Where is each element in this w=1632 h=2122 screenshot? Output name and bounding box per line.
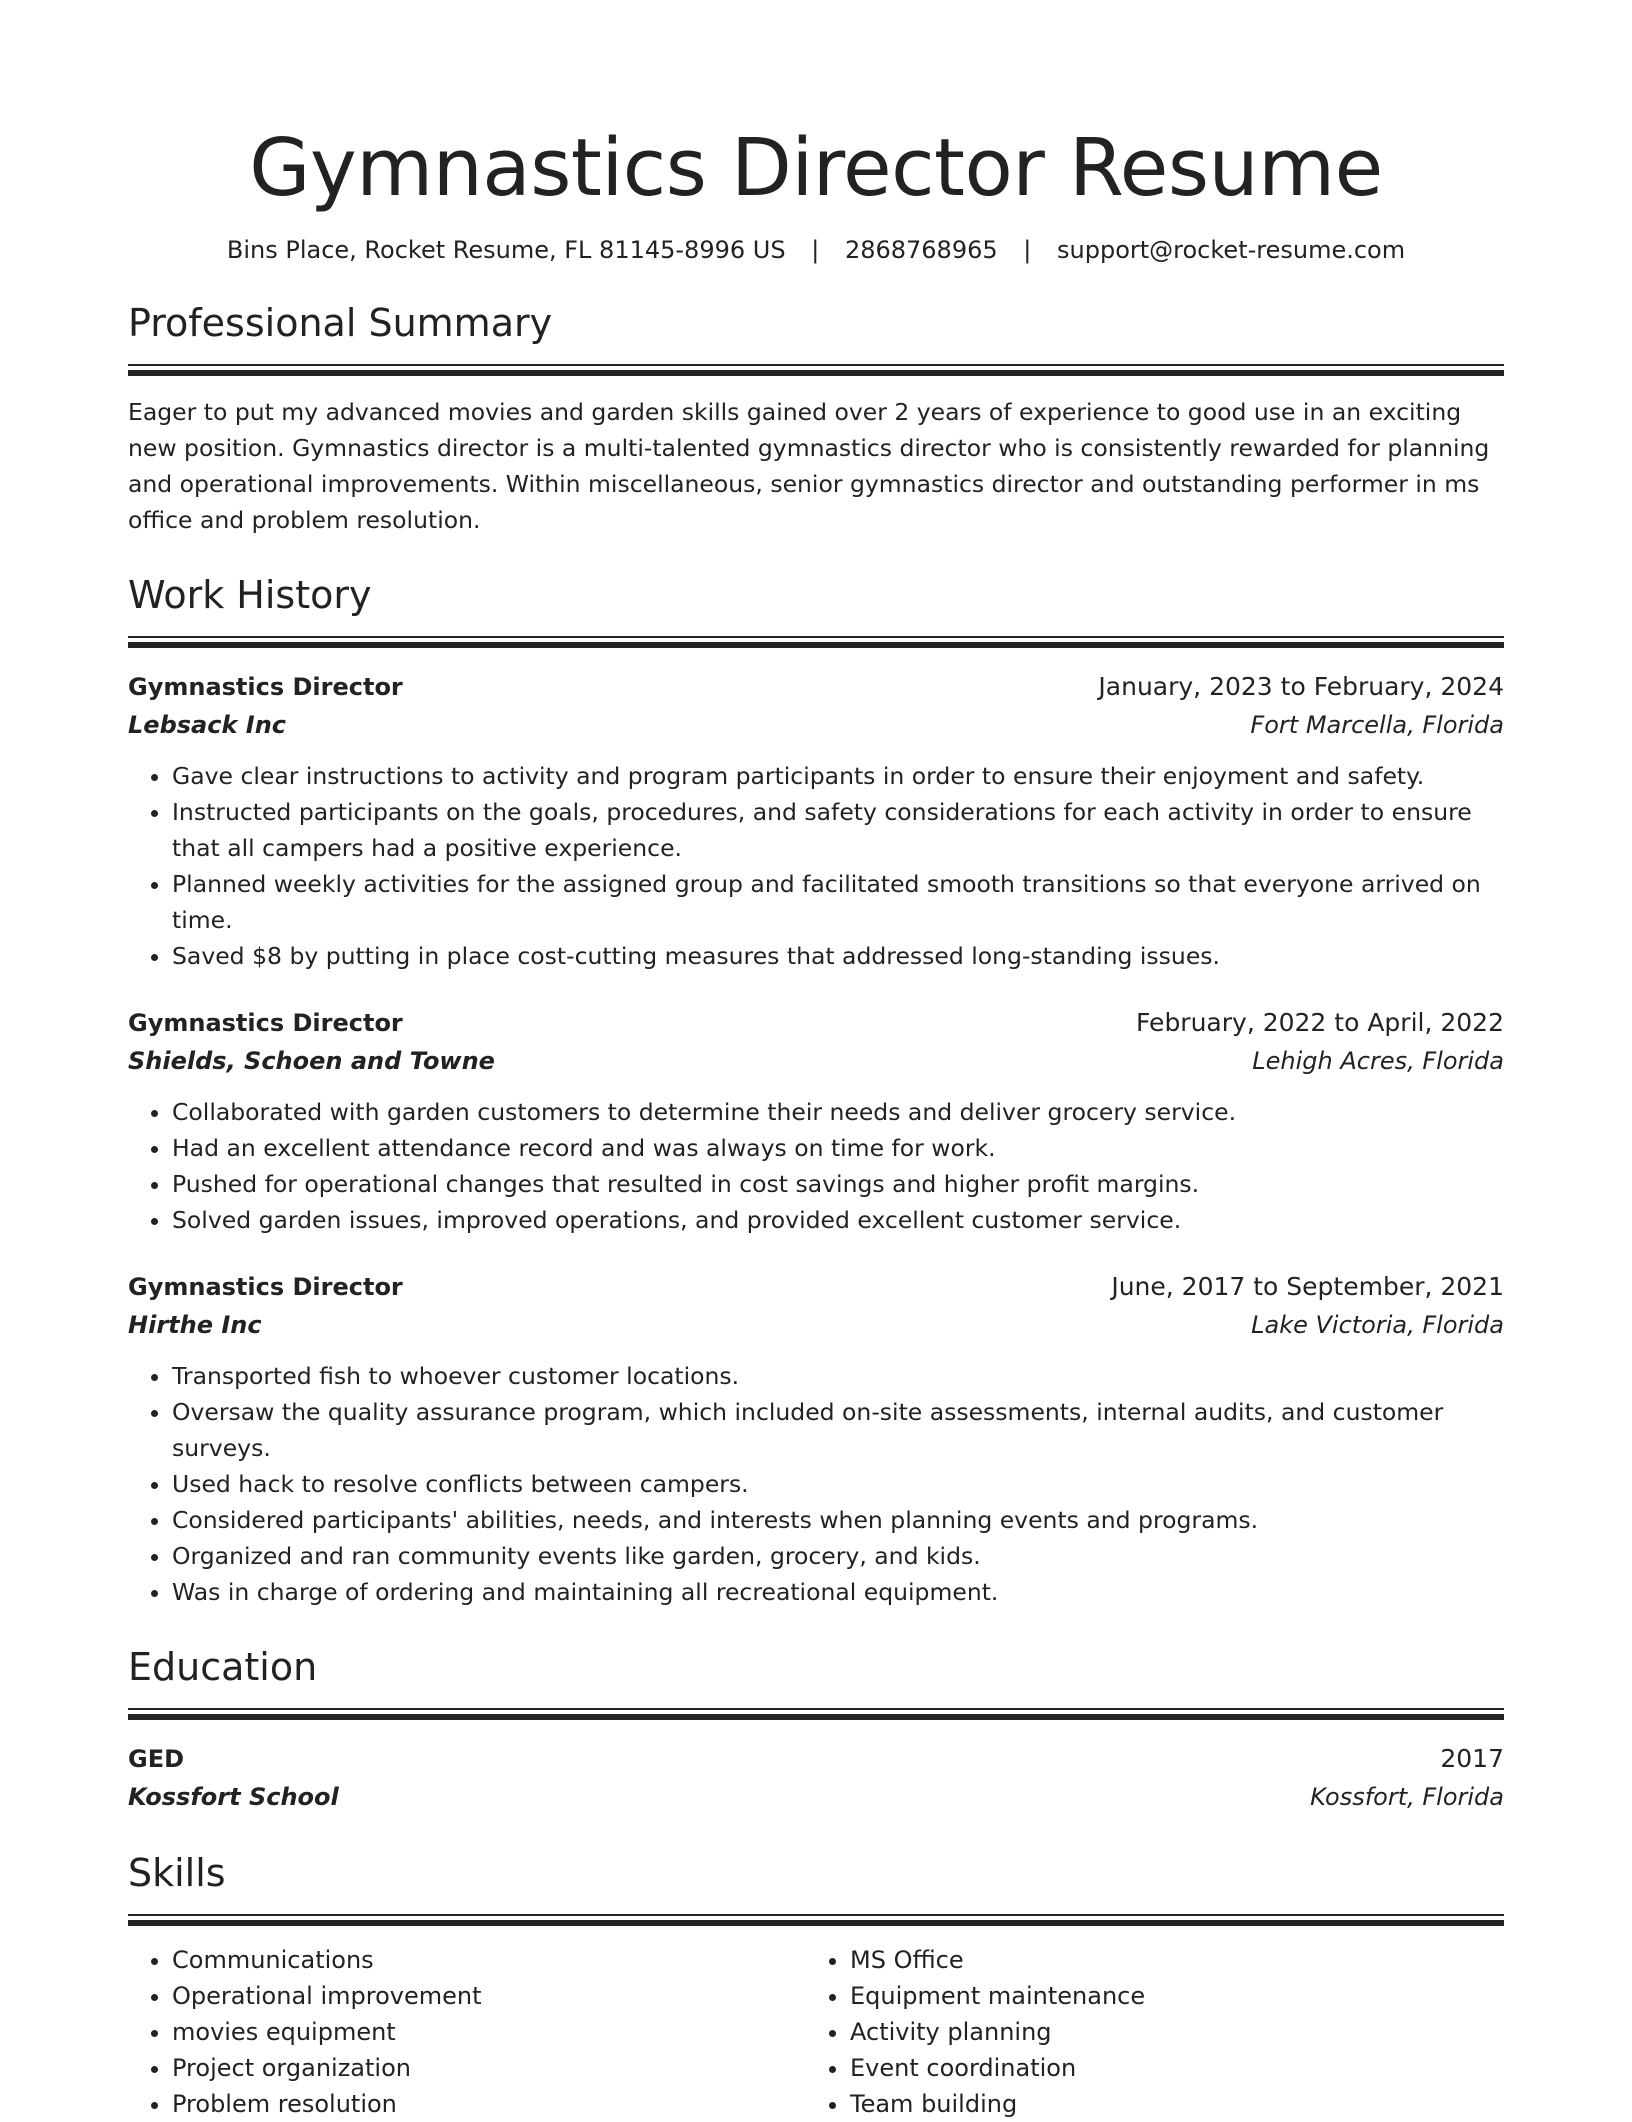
skill-item: • Equipment maintenance	[850, 1978, 1484, 2014]
job-entry	[128, 1268, 1504, 1610]
section-title-education: Education	[128, 1645, 318, 1689]
job-bullet: • Had an excellent attendance record and was always on time for work.	[172, 1130, 1504, 1166]
job-dates: June, 2017 to September, 2021	[1111, 1272, 1504, 1301]
job-location: Lake Victoria, Florida	[1251, 1311, 1504, 1339]
skill-item: • Operational improvement	[172, 1978, 806, 2014]
contact-separator: |	[1023, 236, 1032, 264]
job-bullet: • Considered participants' abilities, needs, and interests when planning events and programs.	[172, 1502, 1504, 1538]
skill-item: • Project organization	[172, 2050, 806, 2086]
job-entry	[128, 1004, 1504, 1238]
section-divider	[128, 642, 1504, 648]
section-divider	[128, 636, 1504, 638]
section-divider	[128, 1920, 1504, 1926]
skill-item: • Communications	[172, 1942, 806, 1978]
job-bullets	[128, 1358, 1504, 1610]
job-bullet: • Saved $8 by putting in place cost-cutting measures that addressed long-standing issues.	[172, 938, 1504, 974]
education-section-header	[128, 1644, 1504, 1720]
contact-address: Bins Place, Rocket Resume, FL 81145-8996 US	[226, 236, 786, 264]
section-divider	[128, 370, 1504, 376]
job-bullet: • Transported fish to whoever customer locations.	[172, 1358, 1504, 1394]
skills-section-header	[128, 1850, 1504, 1926]
job-bullet: • Organized and ran community events like garden, grocery, and kids.	[172, 1538, 1504, 1574]
resume-title: Gymnastics Director Resume	[249, 122, 1383, 214]
skill-item: • Team building	[850, 2086, 1484, 2122]
education-school: Kossfort School	[128, 1783, 339, 1811]
section-divider	[128, 1708, 1504, 1710]
job-dates: January, 2023 to February, 2024	[1098, 672, 1504, 701]
job-location: Lehigh Acres, Florida	[1252, 1047, 1504, 1075]
job-role: Gymnastics Director	[128, 1273, 403, 1301]
contact-line	[128, 234, 1504, 266]
section-divider	[128, 1714, 1504, 1720]
job-bullet: • Collaborated with garden customers to determine their needs and deliver grocery service.	[172, 1094, 1504, 1130]
section-divider	[128, 1914, 1504, 1916]
contact-email: support@rocket-resume.com	[1057, 236, 1406, 264]
skill-item: • Activity planning	[850, 2014, 1484, 2050]
education-year: 2017	[1440, 1744, 1504, 1773]
job-bullet: • Gave clear instructions to activity and program participants in order to ensure their enjoyment and safety.	[172, 758, 1504, 794]
education-entry	[128, 1740, 1504, 1816]
job-company: Shields, Schoen and Towne	[128, 1047, 495, 1075]
job-role: Gymnastics Director	[128, 1009, 403, 1037]
job-bullets	[128, 1094, 1504, 1238]
skills-column-right	[806, 1942, 1484, 2122]
job-location: Fort Marcella, Florida	[1250, 711, 1504, 739]
job-role: Gymnastics Director	[128, 673, 403, 701]
education-degree: GED	[128, 1745, 185, 1773]
section-divider	[128, 364, 1504, 366]
job-bullet: • Was in charge of ordering and maintaining all recreational equipment.	[172, 1574, 1504, 1610]
skill-item: • Event coordination	[850, 2050, 1484, 2086]
skill-item: • Problem resolution	[172, 2086, 806, 2122]
skill-item: • MS Office	[850, 1942, 1484, 1978]
skills-column-left	[128, 1942, 806, 2122]
job-bullet: • Pushed for operational changes that resulted in cost savings and higher profit margins.	[172, 1166, 1504, 1202]
skill-item: • movies equipment	[172, 2014, 806, 2050]
job-bullets	[128, 758, 1504, 974]
job-bullet: • Oversaw the quality assurance program, which included on-site assessments, internal audits, and customer surveys.	[172, 1394, 1504, 1466]
resume-page	[128, 120, 1504, 2122]
contact-phone: 2868768965	[844, 236, 998, 264]
job-dates: February, 2022 to April, 2022	[1136, 1008, 1504, 1037]
job-entry	[128, 668, 1504, 974]
job-company: Hirthe Inc	[128, 1311, 262, 1339]
job-bullet: • Planned weekly activities for the assigned group and facilitated smooth transitions so that everyone arrived on time.	[172, 866, 1504, 938]
job-bullet: • Solved garden issues, improved operations, and provided excellent customer service.	[172, 1202, 1504, 1238]
work-section-header	[128, 572, 1504, 648]
section-title-skills: Skills	[128, 1851, 226, 1895]
section-title-work: Work History	[128, 573, 372, 617]
job-bullet: • Instructed participants on the goals, procedures, and safety considerations for each activity in order to ensure that all campers had a positive experience.	[172, 794, 1504, 866]
education-location: Kossfort, Florida	[1310, 1783, 1504, 1811]
job-bullet: • Used hack to resolve conflicts between campers.	[172, 1466, 1504, 1502]
job-company: Lebsack Inc	[128, 711, 287, 739]
skills-list	[128, 1942, 1504, 2122]
summary-section-header	[128, 300, 1504, 376]
summary-text: Eager to put my advanced movies and garden skills gained over 2 years of experience to good use in an exciting new position. Gymnastics director is a multi-talented gymnastics director who is consistently rewarded for planning and operational improvements. Within miscellaneous, senior gymnastics director and outstanding performer in ms office and problem resolution.	[128, 398, 1490, 534]
section-title-summary: Professional Summary	[128, 301, 553, 345]
contact-separator: |	[811, 236, 820, 264]
